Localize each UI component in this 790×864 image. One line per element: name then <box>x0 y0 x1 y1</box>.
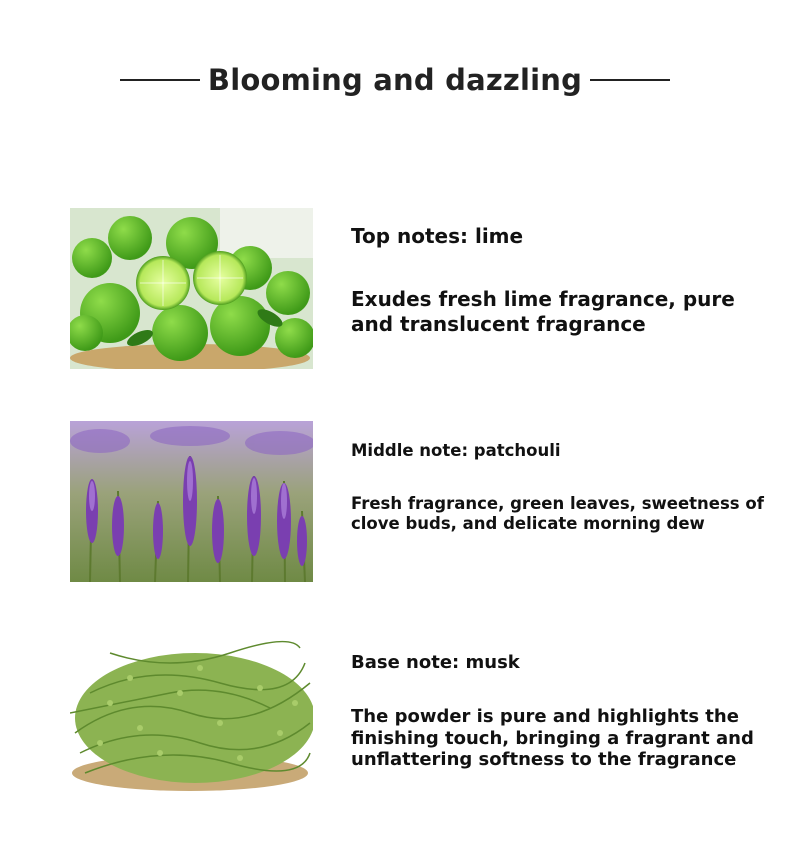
note-heading-base: Base note: musk <box>351 652 520 673</box>
lime-photo <box>70 208 313 369</box>
header-rule-left <box>120 79 200 81</box>
page-title: Blooming and dazzling <box>207 63 583 97</box>
lavender-photo <box>70 421 313 582</box>
thyme-photo <box>70 633 313 794</box>
note-description-middle: Fresh fragrance, green leaves, sweetness of clove buds, and delicate morning dew <box>351 494 764 533</box>
note-description-top: Exudes fresh lime fragrance, pure and translucent fragrance <box>351 287 735 336</box>
section-header <box>0 58 790 102</box>
note-description-base: The powder is pure and highlights the finishing touch, bringing a fragrant and unflattering softness to the fragrance <box>351 706 754 770</box>
header-rule-right <box>590 79 670 81</box>
note-heading-top: Top notes: lime <box>351 224 524 248</box>
note-heading-middle: Middle note: patchouli <box>351 441 561 460</box>
